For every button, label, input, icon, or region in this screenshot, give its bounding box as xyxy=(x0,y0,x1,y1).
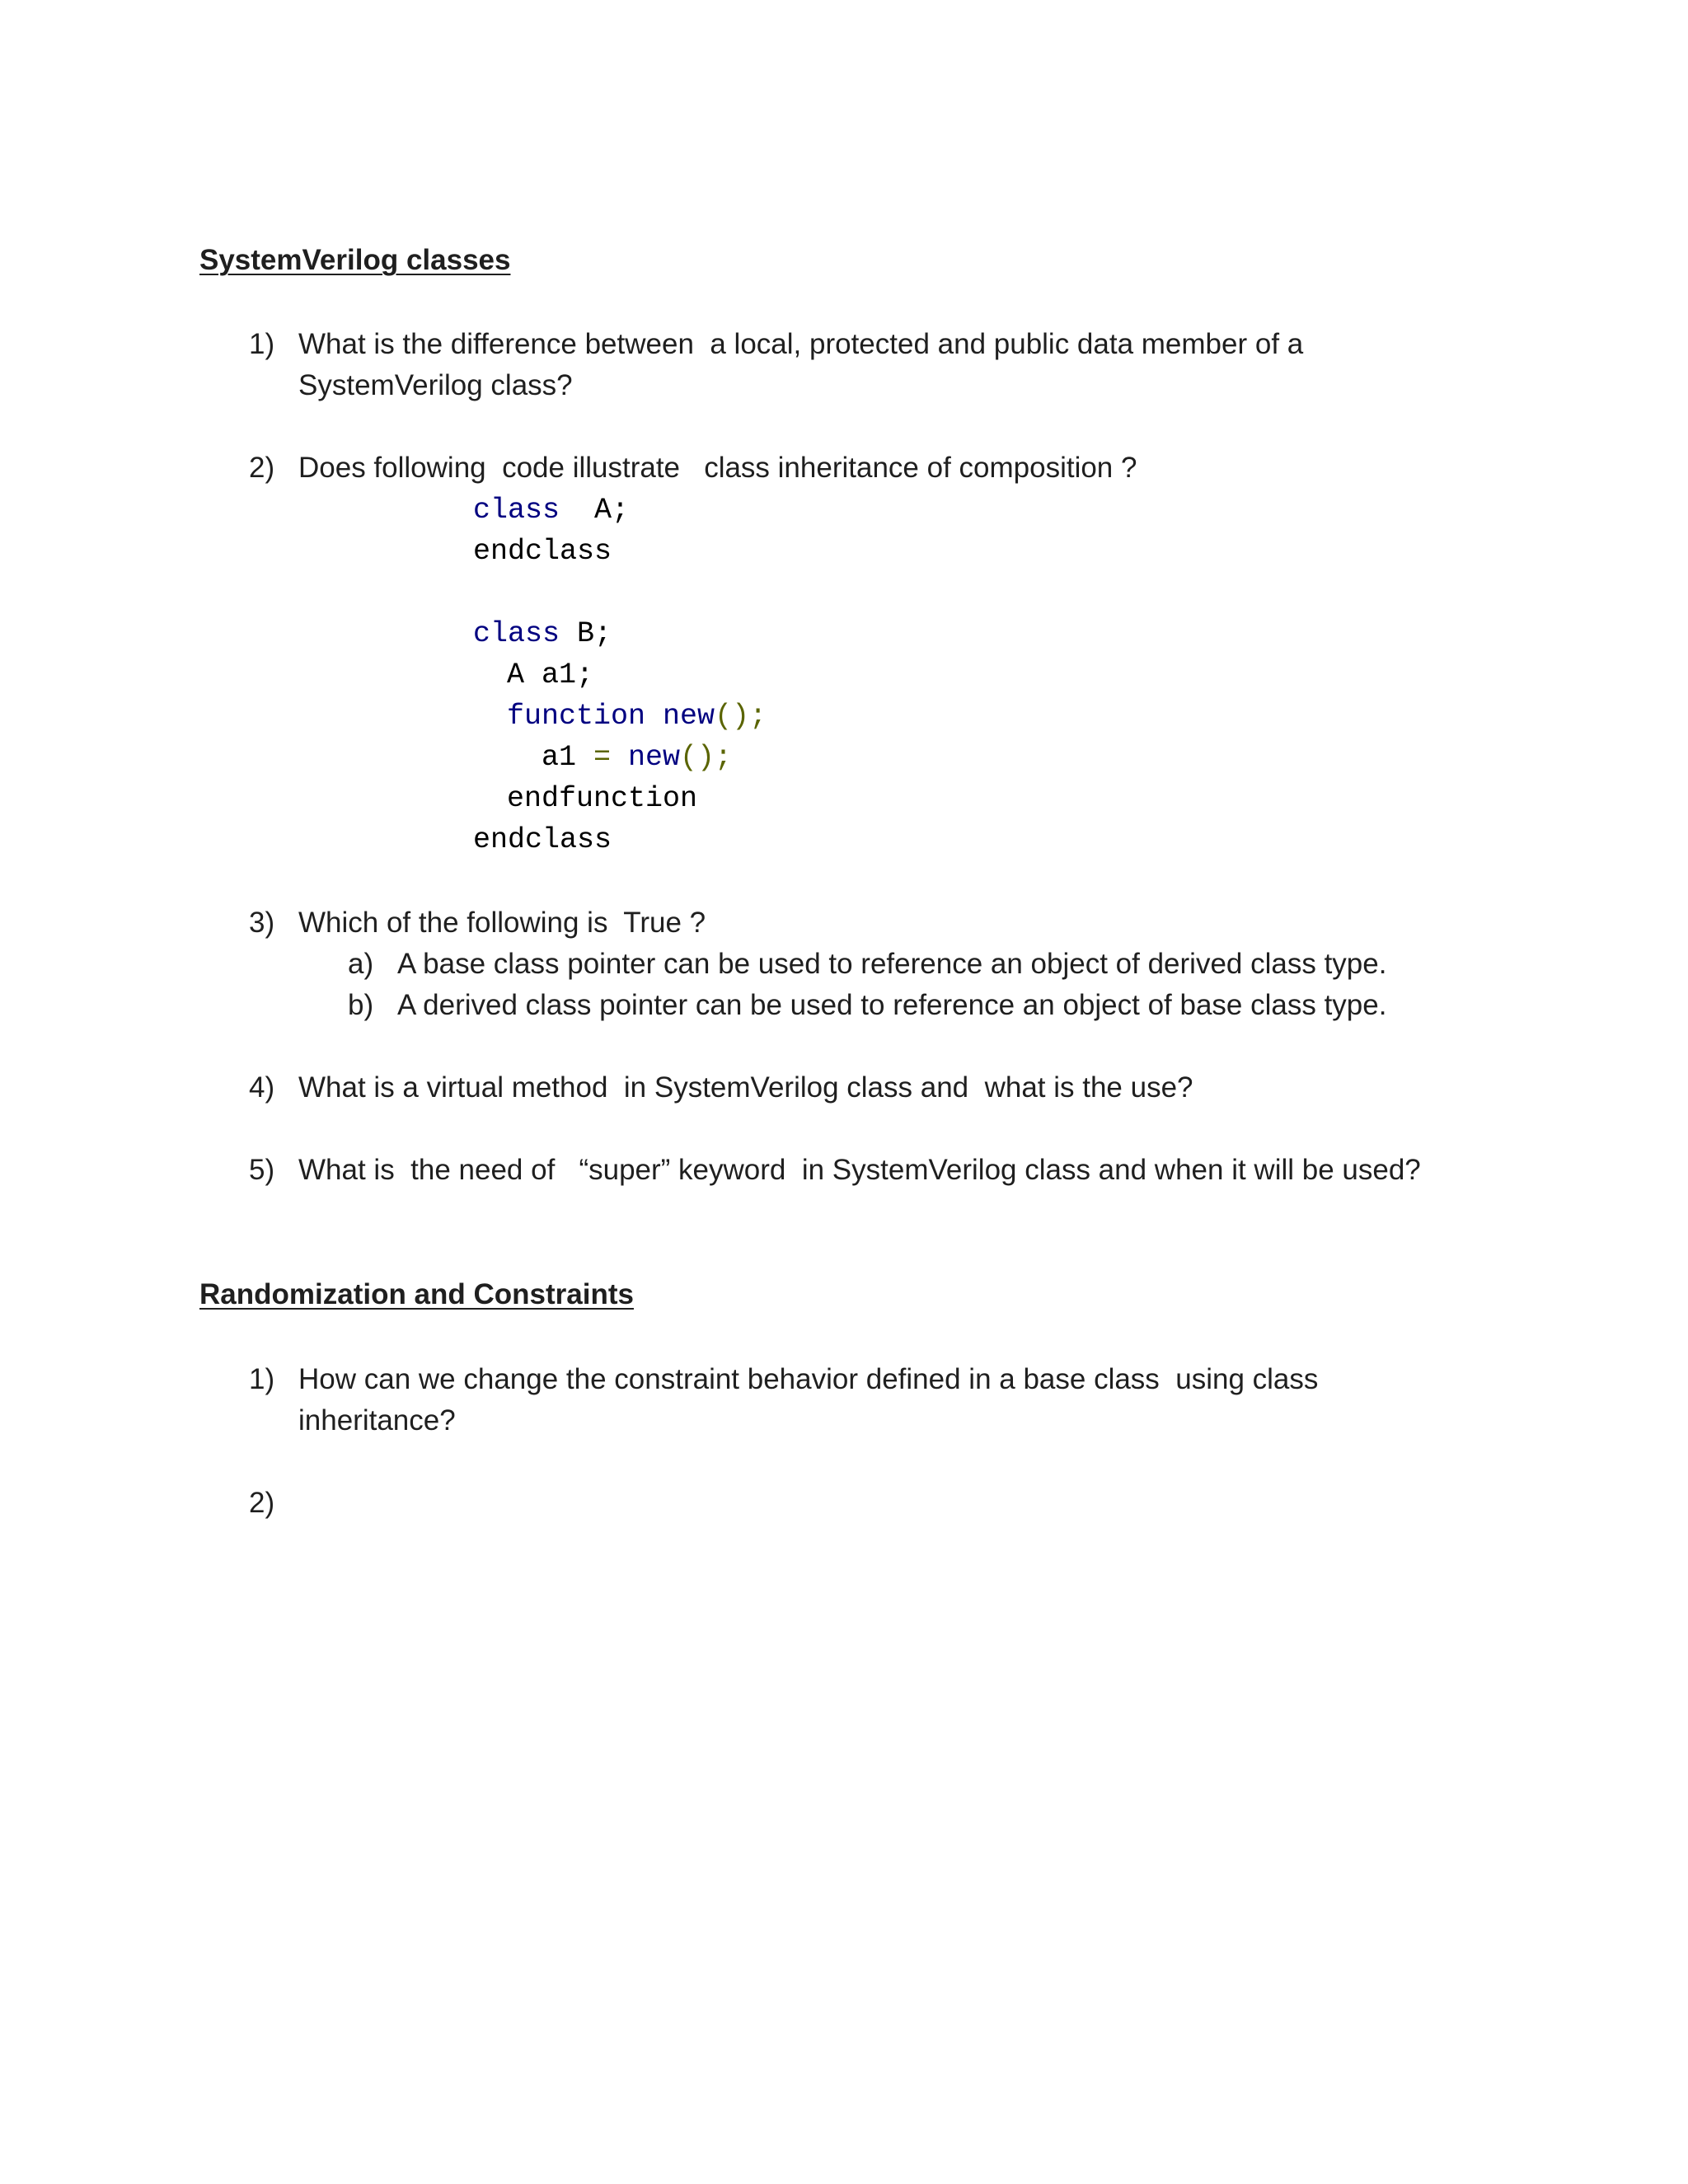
code-line: endfunction xyxy=(507,782,698,815)
code-text: B; xyxy=(560,617,612,650)
question-number: 3) xyxy=(249,907,275,939)
code-line: A a1; xyxy=(507,658,594,691)
question-text: Which of the following is True ? xyxy=(298,907,706,939)
option-text: A base class pointer can be used to reference an object of derived class type. xyxy=(397,948,1387,980)
question-number: 5) xyxy=(249,1154,275,1186)
code-text: A; xyxy=(560,494,630,527)
code-text: a1 xyxy=(542,741,577,774)
code-keyword: class xyxy=(473,617,560,650)
section-heading-randomization-and-constraints: Randomization and Constraints xyxy=(199,1278,634,1310)
code-keyword: class xyxy=(473,494,560,527)
question-number: 1) xyxy=(249,328,275,360)
question-number: 1) xyxy=(249,1363,275,1395)
question-text: How can we change the constraint behavior defined in a base class using class xyxy=(298,1363,1319,1395)
code-line xyxy=(473,496,629,525)
code-operator: = xyxy=(576,741,629,774)
question-text: What is the difference between a local, protected and public data member of a xyxy=(298,328,1304,360)
code-line xyxy=(542,743,732,772)
question-text: SystemVerilog class? xyxy=(298,369,573,401)
question-text: Does following code illustrate class inheritance of composition ? xyxy=(298,452,1137,484)
section-heading-systemverilog-classes: SystemVerilog classes xyxy=(199,244,511,276)
option-label: a) xyxy=(348,948,374,980)
question-text: What is the need of “super” keyword in SystemVerilog class and when it will be used? xyxy=(298,1154,1421,1186)
question-number: 4) xyxy=(249,1071,275,1104)
question-number: 2) xyxy=(249,452,275,484)
code-operator: (); xyxy=(680,741,733,774)
code-line: endclass xyxy=(473,823,612,856)
code-keyword: new xyxy=(663,700,715,733)
code-operator: (); xyxy=(715,700,767,733)
option-label: b) xyxy=(348,989,374,1021)
question-text: inheritance? xyxy=(298,1404,456,1436)
code-keyword: new xyxy=(628,741,681,774)
question-number: 2) xyxy=(249,1487,275,1519)
code-keyword: function xyxy=(507,700,646,733)
question-text: What is a virtual method in SystemVerilog class and what is the use? xyxy=(298,1071,1193,1104)
option-text: A derived class pointer can be used to reference an object of base class type. xyxy=(397,989,1387,1021)
code-line xyxy=(473,617,612,650)
code-line: endclass xyxy=(473,535,612,568)
code-line xyxy=(507,702,767,731)
